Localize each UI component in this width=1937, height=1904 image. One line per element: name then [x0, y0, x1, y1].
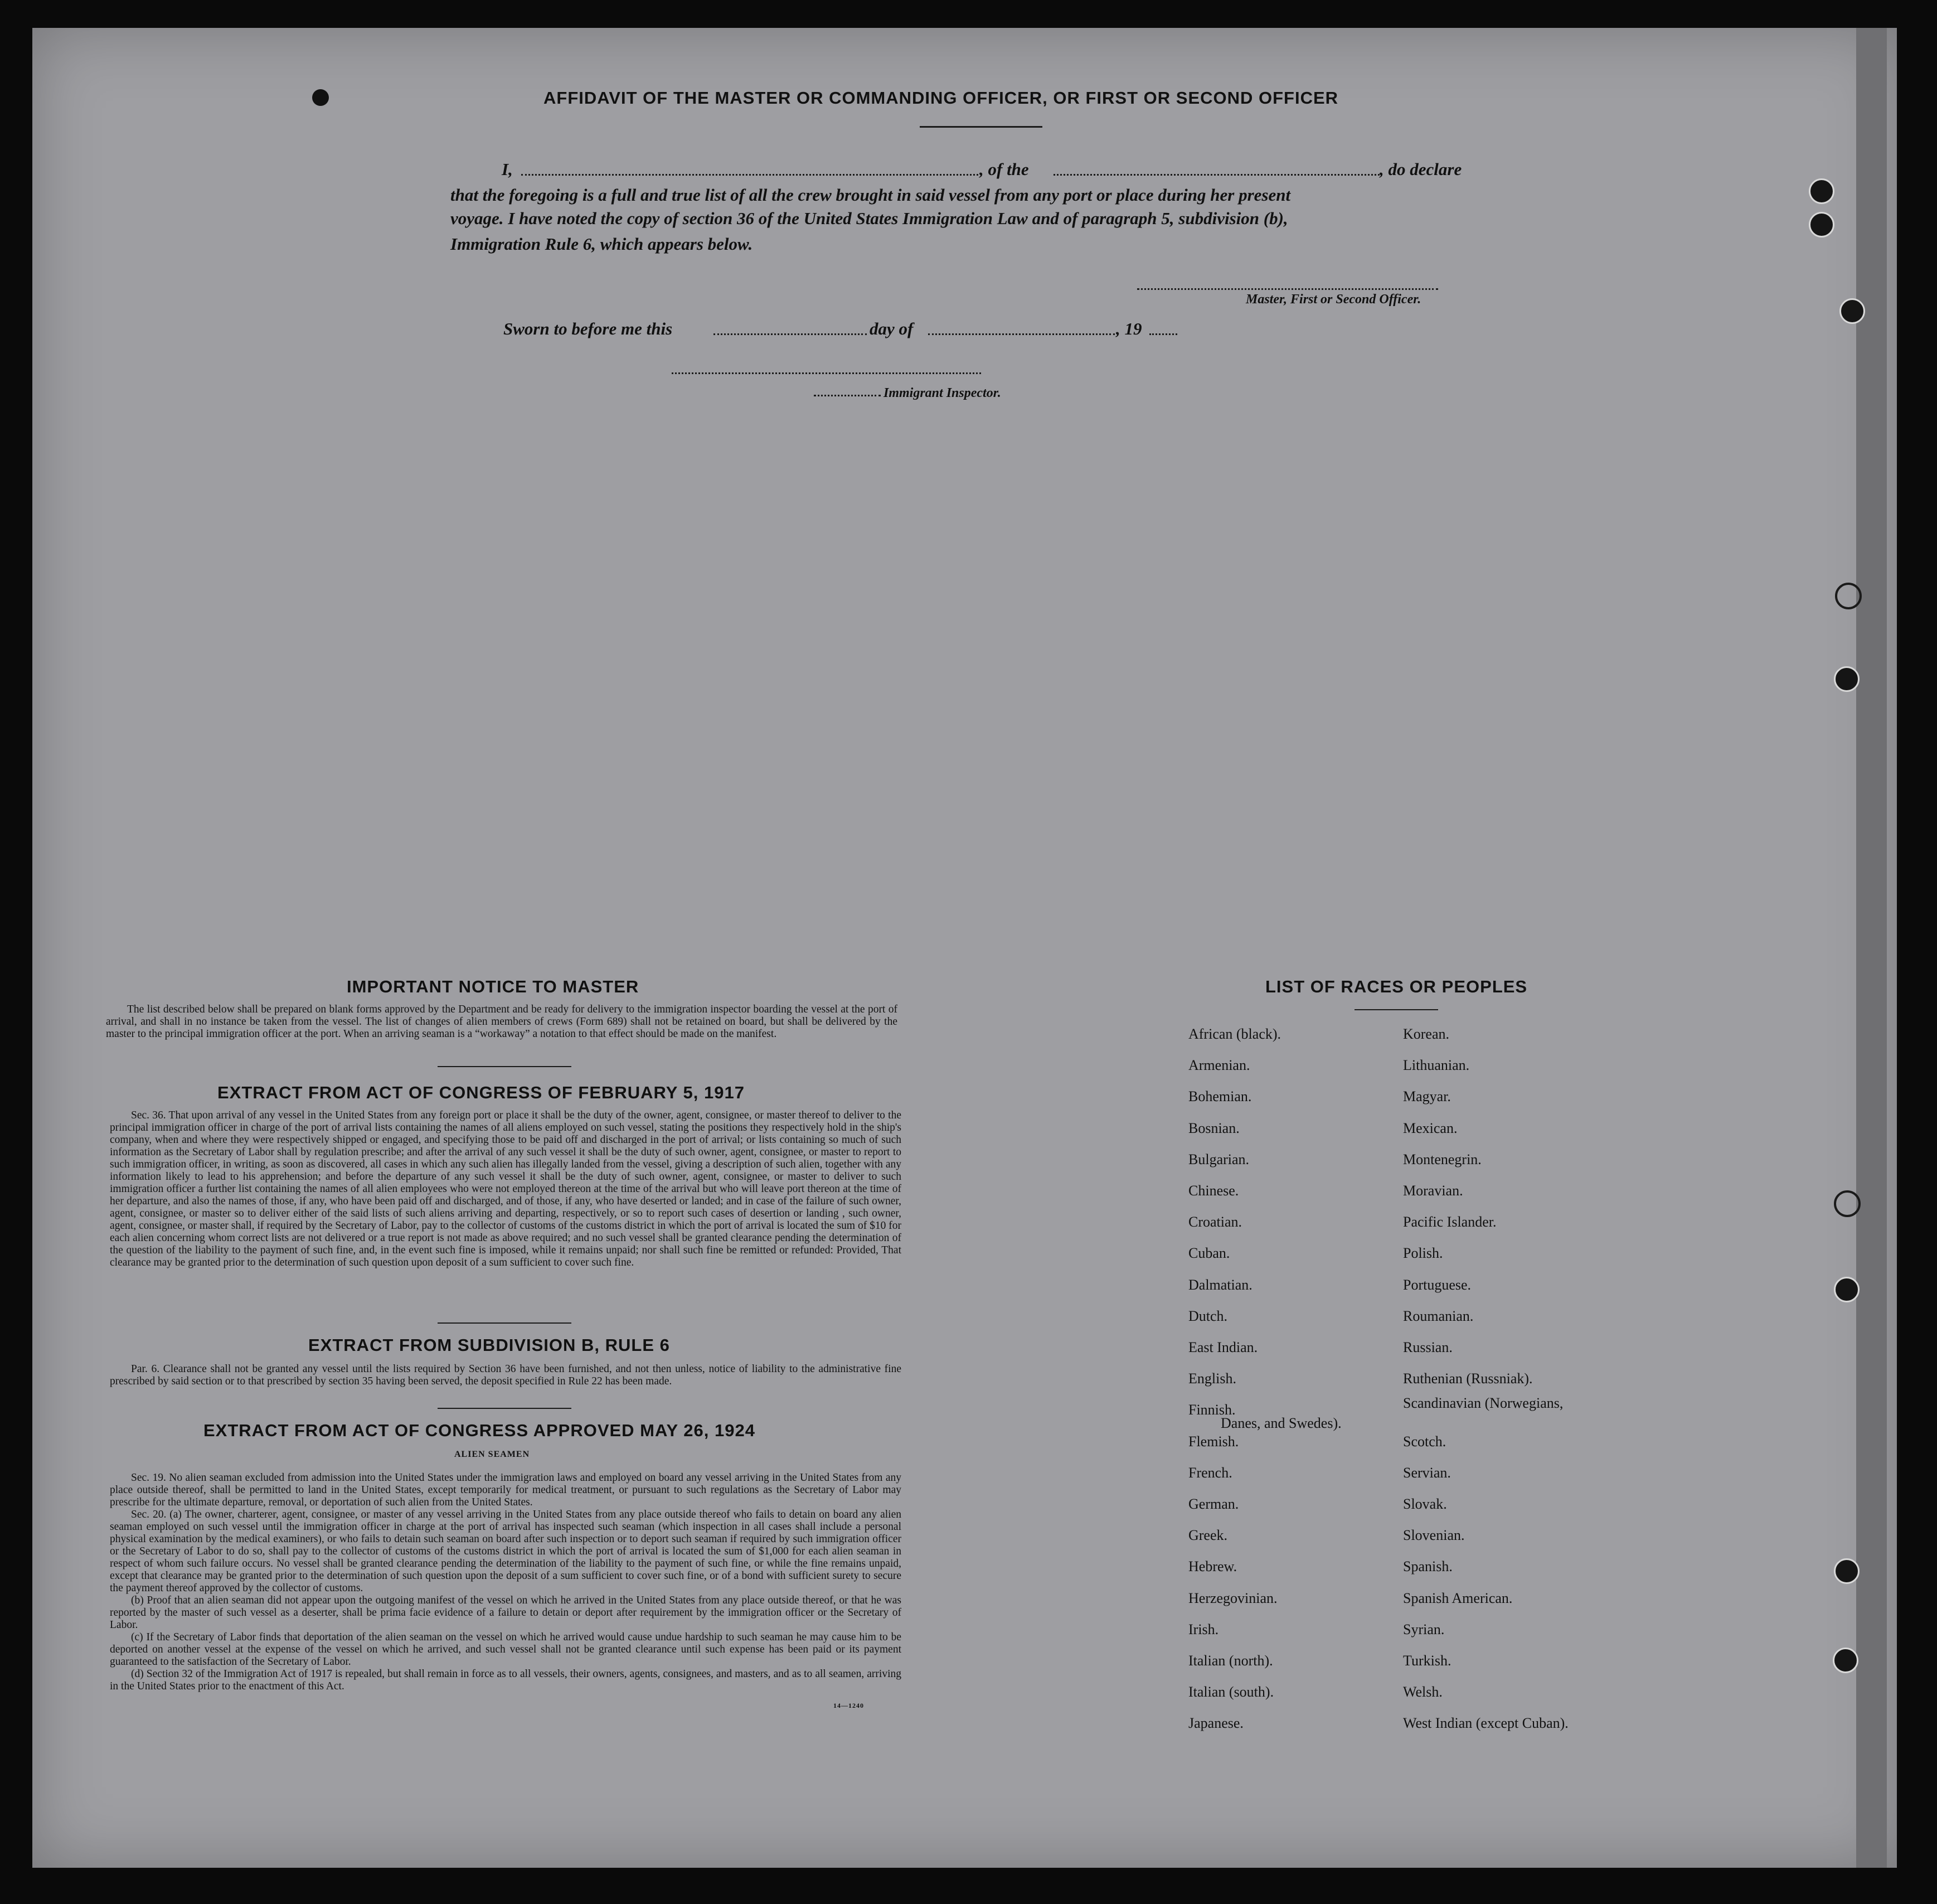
race-item: West Indian (except Cuban).	[1403, 1715, 1569, 1732]
race-item: Mexican.	[1403, 1120, 1458, 1136]
race-item: Spanish American.	[1403, 1590, 1513, 1606]
inspector-signature-line[interactable]	[672, 372, 981, 374]
master-signature-label: Master, First or Second Officer.	[1246, 292, 1421, 307]
form-number: 14—1240	[833, 1702, 864, 1709]
rule6-heading: EXTRACT FROM SUBDIVISION B, RULE 6	[308, 1335, 670, 1355]
race-item: Korean.	[1403, 1026, 1450, 1042]
sworn-day-field[interactable]	[713, 333, 867, 335]
race-item: Bosnian.	[1188, 1120, 1240, 1136]
binder-hole	[1834, 1190, 1861, 1217]
section-20b-paragraph: (b) Proof that an alien seaman did not appear upon the outgoing manifest of the vessel on which he arrived in the United States from any place outside thereof, or that he was reported by the master of such vessel as a deserter, shall be prima facie evidence of a failure to detain or deport after requirement by the immigration officer or the Secretary of Labor.	[110, 1595, 901, 1631]
inspector-signature-label: Immigrant Inspector.	[883, 386, 1001, 400]
master-signature-line[interactable]	[1137, 288, 1438, 290]
extract-1917-text	[110, 1110, 901, 1269]
notice-heading: IMPORTANT NOTICE TO MASTER	[347, 977, 639, 996]
sworn-month-field[interactable]	[928, 333, 1115, 335]
race-item: African (black).	[1188, 1026, 1281, 1042]
race-item: Welsh.	[1403, 1684, 1443, 1700]
binder-hole	[1839, 298, 1865, 324]
race-item: Ruthenian (Russniak).	[1403, 1370, 1533, 1387]
race-item: Syrian.	[1403, 1621, 1445, 1637]
race-item: English.	[1188, 1370, 1236, 1387]
race-item: German.	[1188, 1496, 1239, 1512]
name-field[interactable]	[521, 174, 978, 176]
inspector-signature-line-2	[814, 395, 881, 396]
race-item: Italian (north).	[1188, 1653, 1273, 1669]
race-item: Magyar.	[1403, 1088, 1451, 1105]
binder-hole	[1835, 583, 1862, 609]
extract-1917-heading: EXTRACT FROM ACT OF CONGRESS OF FEBRUARY 5, 1917	[217, 1083, 745, 1102]
race-item: Herzegovinian.	[1188, 1590, 1278, 1606]
binder-hole	[1833, 1648, 1858, 1673]
affidavit-line4: Immigration Rule 6, which appears below.	[450, 234, 753, 254]
extract-1924-text	[110, 1472, 901, 1693]
race-item: Polish.	[1403, 1245, 1443, 1262]
vessel-field[interactable]	[1054, 174, 1380, 176]
notice-paragraph: The list described below shall be prepared on blank forms approved by the Department and be ready for delivery to the immigration inspector boarding the vessel at the port of arrival, and shall in no instance be taken from the vessel. The list of changes of alien members of crews (Form 689) shall not be retained on board, but shall be delivered by the master to the principal immigration officer at the port. When an arriving seaman is a “workaway” a notation to that effect should be made on the manifest.	[106, 1004, 897, 1040]
affidavit-line3: voyage. I have noted the copy of section 36 of the United States Immigration Law and of paragraph 5, subdivision (b),	[450, 209, 1288, 228]
race-item: Finnish.	[1188, 1402, 1236, 1418]
year-label: , 19	[1116, 319, 1142, 338]
race-item: Roumanian.	[1403, 1307, 1474, 1324]
affidavit-i: I,	[502, 159, 513, 179]
races-heading-underline	[1355, 1009, 1438, 1010]
binder-hole	[1834, 1277, 1860, 1302]
race-item: Servian.	[1403, 1464, 1451, 1481]
punch-dot	[312, 89, 329, 106]
race-item: Irish.	[1188, 1621, 1219, 1637]
alien-seamen-subheading: ALIEN SEAMEN	[454, 1450, 530, 1459]
affidavit-declare: , do declare	[1380, 159, 1462, 179]
race-item: Portuguese.	[1403, 1276, 1472, 1293]
sworn-year-field[interactable]	[1149, 333, 1177, 335]
race-item: Cuban.	[1188, 1245, 1230, 1262]
race-item: Croatian.	[1188, 1214, 1242, 1230]
race-item: Flemish.	[1188, 1433, 1239, 1450]
race-item: Pacific Islander.	[1403, 1214, 1497, 1230]
race-item: Bulgarian.	[1188, 1151, 1250, 1167]
race-item: Scandinavian (Norwegians,	[1403, 1395, 1564, 1412]
sworn-label: Sworn to before me this	[503, 319, 673, 338]
race-item: East Indian.	[1188, 1339, 1258, 1355]
race-item: Slovak.	[1403, 1496, 1447, 1512]
race-item: Greek.	[1188, 1527, 1228, 1544]
section-20c-paragraph: (c) If the Secretary of Labor finds that deportation of the alien seaman on the vessel on which he arrived would cause undue hardship to such seaman he may cause him to be deported on another vessel at the expense of the vessel on which he arrived, and such vessel shall not be granted clearance until such expense has been paid or its payment guaranteed to the satisfaction of the Secretary of Labor.	[110, 1631, 901, 1668]
extract-1924-heading: EXTRACT FROM ACT OF CONGRESS APPROVED MAY 26, 1924	[203, 1421, 755, 1440]
race-item: Montenegrin.	[1403, 1151, 1482, 1167]
race-item: Italian (south).	[1188, 1684, 1274, 1700]
race-item: Russian.	[1403, 1339, 1453, 1355]
affidavit-title: AFFIDAVIT OF THE MASTER OR COMMANDING OFFICER, OR FIRST OR SECOND OFFICER	[543, 88, 1339, 108]
binder-hole	[1834, 1558, 1860, 1584]
section-36-paragraph: Sec. 36. That upon arrival of any vessel in the United States from any foreign port or place it shall be the duty of the owner, agent, consignee, or master thereof to deliver to the principal immigration officer in charge of the port of arrival lists containing the names of all aliens employed on such vessel, stating the positions they respectively hold in the ship's company, when and where they were respectively shipped or engaged, and specifying those to be paid off and discharged in the port of arrival; or lists containing so much of such information as the Secretary of Labor shall by regulation prescribe; and after the arrival of any such vessel it shall be the duty of such owner, agent, consignee, or master to report to such immigration officer, in writing, as soon as discovered, all cases in which any such alien has illegally landed from the vessel, giving a description of such alien, together with any information likely to lead to his apprehension; and before the departure of any such vessel it shall be the duty of such owner, agent, consignee, or master to deliver to such immigration officer a further list containing the names of all alien employees who were not employed thereon at the time of the arrival but who will leave port thereon at the time of her departure, and also the names of those, if any, who have been paid off and discharged, and of those, if any, who have deserted or landed; and in case of the failure of such owner, agent, consignee, or master so to deliver either of the said lists of such aliens arriving and departing, respectively, or so to report such cases of desertion or landing , such owner, agent, consignee, or master shall, if required by the Secretary of Labor, pay to the collector of customs of the customs district in which the port of arrival is located the sum of $10 for each alien concerning whom correct lists are not delivered or a true report is not made as above required; and no such vessel shall be granted clearance pending the determination of the question of the liability to the payment of such fine, and, in the event such fine is imposed, while it remains unpaid; nor shall such fine be remitted or refunded: Provided, That clearance may be granted prior to the determination of such question upon deposit of a sum sufficient to cover such fine.	[110, 1110, 901, 1268]
affidavit-of-the: , of the	[979, 159, 1029, 179]
race-item: Armenian.	[1188, 1057, 1250, 1074]
race-item: Hebrew.	[1188, 1558, 1237, 1575]
race-item: Slovenian.	[1403, 1527, 1465, 1544]
race-item: Danes, and Swedes).	[1221, 1415, 1342, 1432]
notice-text	[106, 1004, 897, 1040]
binder-hole	[1834, 666, 1860, 692]
section-divider	[438, 1408, 571, 1409]
race-item: Lithuanian.	[1403, 1057, 1470, 1074]
paragraph-6: Par. 6. Clearance shall not be granted any vessel until the lists required by Section 36 have been furnished, and not then unless, notice of liability to the administrative fine prescribed by said section or to that prescribed by section 35 having been served, the deposit specified in Rule 22 has been made.	[110, 1363, 901, 1387]
race-item: Japanese.	[1188, 1715, 1244, 1732]
section-20d-paragraph: (d) Section 32 of the Immigration Act of 1917 is repealed, but shall remain in force as to all vessels, their owners, agents, consignees, and masters, and as to all seamen, arriving in the United States prior to the enactment of this Act.	[110, 1668, 901, 1692]
race-item: Spanish.	[1403, 1558, 1453, 1575]
race-item: French.	[1188, 1464, 1232, 1481]
affidavit-line2: that the foregoing is a full and true list of all the crew brought in said vessel from any port or place during her present	[450, 185, 1291, 205]
race-item: Turkish.	[1403, 1653, 1451, 1669]
binder-hole	[1809, 212, 1834, 238]
binder-hole	[1809, 178, 1834, 204]
race-item: Dalmatian.	[1188, 1276, 1253, 1293]
race-item: Dutch.	[1188, 1307, 1228, 1324]
section-divider	[438, 1066, 571, 1067]
races-heading: LIST OF RACES OR PEOPLES	[1265, 977, 1528, 996]
race-item: Bohemian.	[1188, 1088, 1252, 1105]
section-20a-paragraph: Sec. 20. (a) The owner, charterer, agent, consignee, or master of any vessel arriving in the United States from any place outside thereof who fails to detain on board any alien seaman employed on such vessel until the immigration officer in charge at the port of arrival has inspected such seaman (which inspection in all cases shall include a personal physical examination by the medical examiners), or who fails to detain such seaman on board after such inspection or to deport such seaman if required by such immigration officer or the Secretary of Labor to do so, shall pay to the collector of customs of the customs district in which the port of arrival is located the sum of $1,000 for each alien seaman in respect of whom such failure occurs. No vessel shall be granted clearance pending the determination of the liability to the payment of such fine, or while the fine remains unpaid, except that clearance may be granted prior to the determination of such question upon the deposit of a sum sufficient to cover such fine, or of a bond with sufficient surety to secure the payment thereof approved by the collector of customs.	[110, 1509, 901, 1594]
section-divider	[438, 1322, 571, 1324]
race-item: Moravian.	[1403, 1183, 1463, 1199]
day-of-label: day of	[870, 319, 914, 338]
race-item: Scotch.	[1403, 1433, 1446, 1450]
section-19-paragraph: Sec. 19. No alien seaman excluded from admission into the United States under the immigration laws and employed on board any vessel arriving in the United States from any place outside thereof, shall be permitted to land in the United States, except temporarily for medical treatment, or pursuant to such regulations as the Secretary of Labor may prescribe for the ultimate departure, removal, or deportation of such alien from the United States.	[110, 1472, 901, 1508]
title-underline	[920, 126, 1042, 128]
rule6-text	[110, 1363, 901, 1388]
race-item: Chinese.	[1188, 1183, 1239, 1199]
